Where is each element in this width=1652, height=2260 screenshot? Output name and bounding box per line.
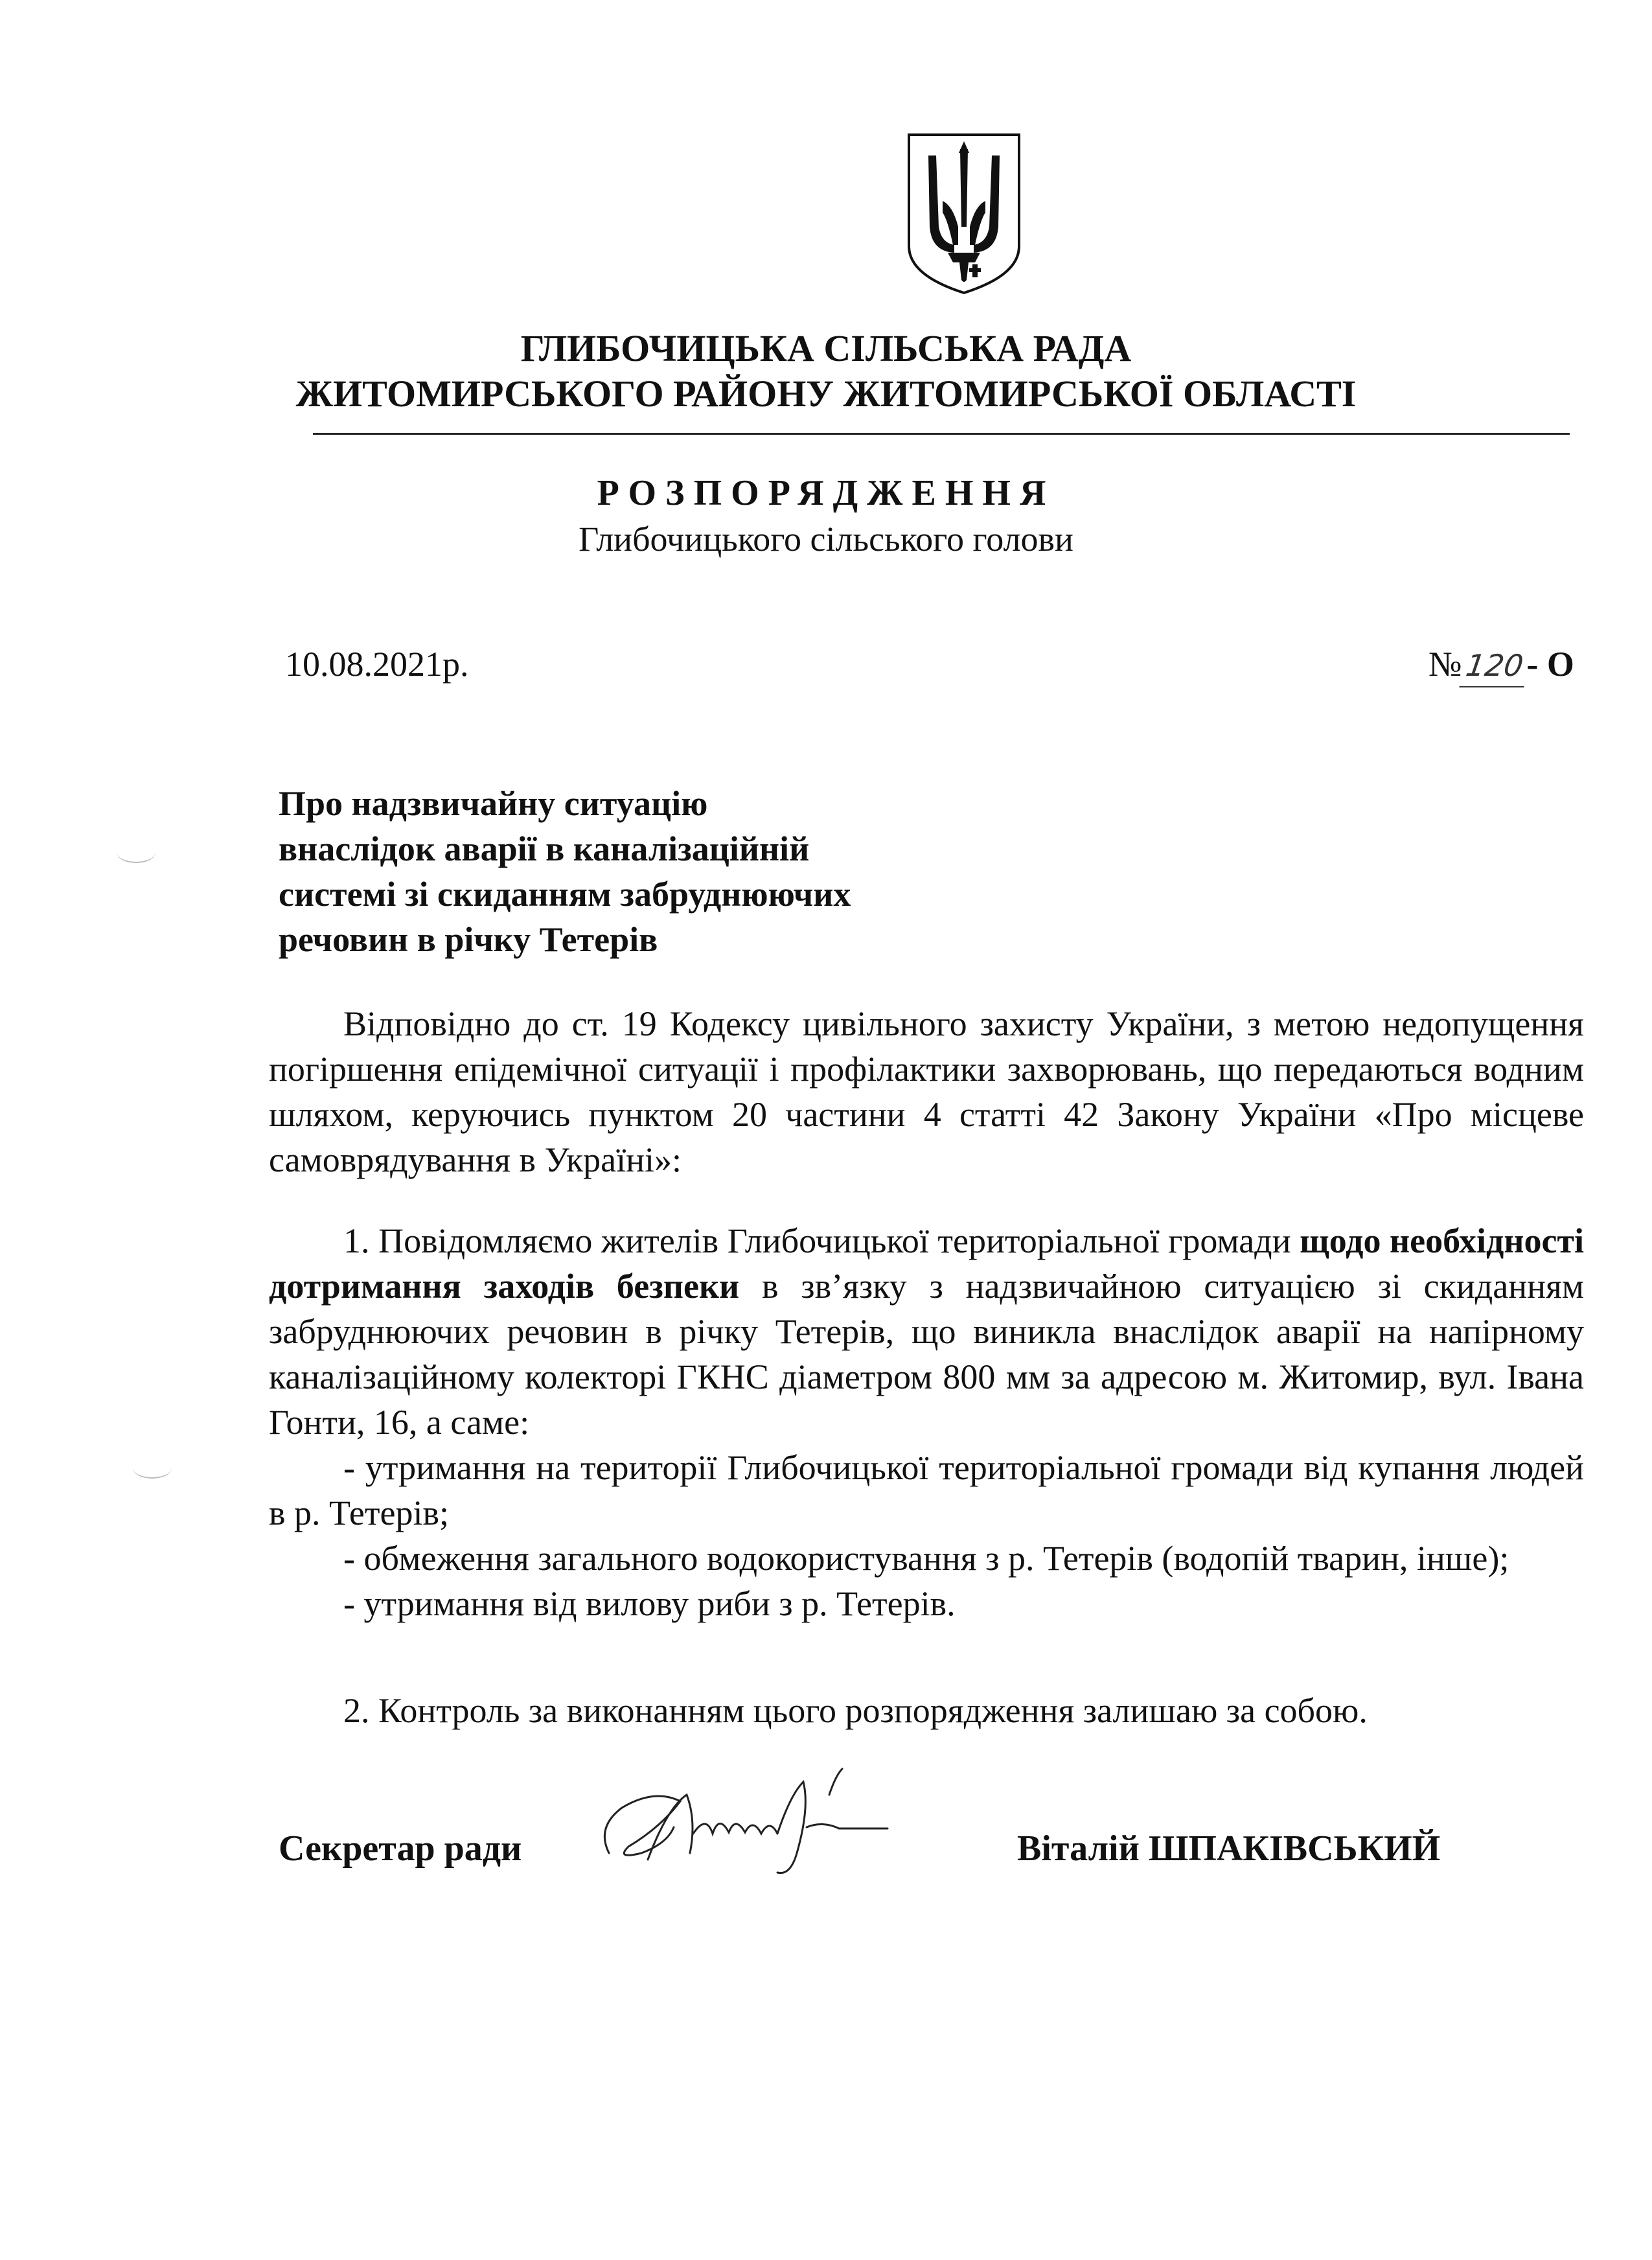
item-1-text-end: в зв’язку з надзвичайною ситуацією зі скиданням забруднюючих речовин в річку Тетерів, що виникла внаслідок аварії на напірному каналізаційному колекторі ГКНС діаметром 800 мм за адресою м. Житомир, вул. Івана Гонти, 16, а саме: xyxy=(269,1267,1585,1442)
item-1-text-start: 1. Повідомляємо жителів Глибочицької територіальної громади xyxy=(343,1221,1300,1260)
subject-line: внаслідок аварії в каналізаційній xyxy=(279,829,810,868)
header-divider xyxy=(313,433,1570,435)
number-suffix: - О xyxy=(1526,645,1574,684)
document-subtitle: Глибочицького сільського голови xyxy=(579,520,1073,559)
item-2-paragraph: 2. Контроль за виконанням цього розпорядження залишаю за собою. xyxy=(343,1691,1368,1730)
preamble-paragraph: Відповідно до ст. 19 Кодексу цивільного захисту України, з метою недопущення погіршення епідемічної ситуації і профілактики захворювань, що передаються водним шляхом, керуючись пунктом 20 частини 4 статті 42 Закону України «Про місцеве самоврядування в Україні»: xyxy=(269,1004,1584,1179)
measures-list xyxy=(269,1445,1584,1626)
item-1-section xyxy=(269,1218,1584,1626)
subject-line: Про надзвичайну ситуацію xyxy=(279,784,708,823)
organization-name-line-2: ЖИТОМИРСЬКОГО РАЙОНУ ЖИТОМИРСЬКОЇ ОБЛАСТІ xyxy=(295,373,1357,415)
measure-item: - утримання від вилову риби з р. Тетерів. xyxy=(343,1584,956,1623)
signatory-role: Секретар ради xyxy=(279,1828,522,1869)
subject-line: речовин в річку Тетерів xyxy=(279,920,658,959)
document-date: 10.08.2021р. xyxy=(285,645,469,684)
document-type-title: РОЗПОРЯДЖЕННЯ xyxy=(597,473,1055,513)
measure-item: - обмеження загального водокористування з р. Тетерів (водопій тварин, інше); xyxy=(343,1539,1509,1578)
document-number xyxy=(1428,643,1574,687)
scan-artifact xyxy=(117,842,155,863)
number-sign: № xyxy=(1428,645,1462,684)
trident-coat-of-arms-icon xyxy=(902,130,1026,298)
handwritten-signature-icon xyxy=(583,1756,920,1885)
scan-artifact xyxy=(133,1458,172,1479)
document-subject xyxy=(279,781,991,962)
organization-name-line-1: ГЛИБОЧИЦЬКА СІЛЬСЬКА РАДА xyxy=(520,327,1132,369)
measure-item: - утримання на території Глибочицької територіальної громади від купання людей в р. Тетерів; xyxy=(269,1448,1584,1532)
item-1-text-bold: щодо необхідності дотримання заходів безпеки xyxy=(269,1221,1584,1306)
signatory-name: Віталій ШПАКІВСЬКИЙ xyxy=(1017,1828,1441,1869)
handwritten-number: 120 xyxy=(1459,645,1530,687)
item-1-paragraph xyxy=(269,1218,1584,1445)
subject-line: системі зі скиданням забруднюючих xyxy=(279,875,851,914)
